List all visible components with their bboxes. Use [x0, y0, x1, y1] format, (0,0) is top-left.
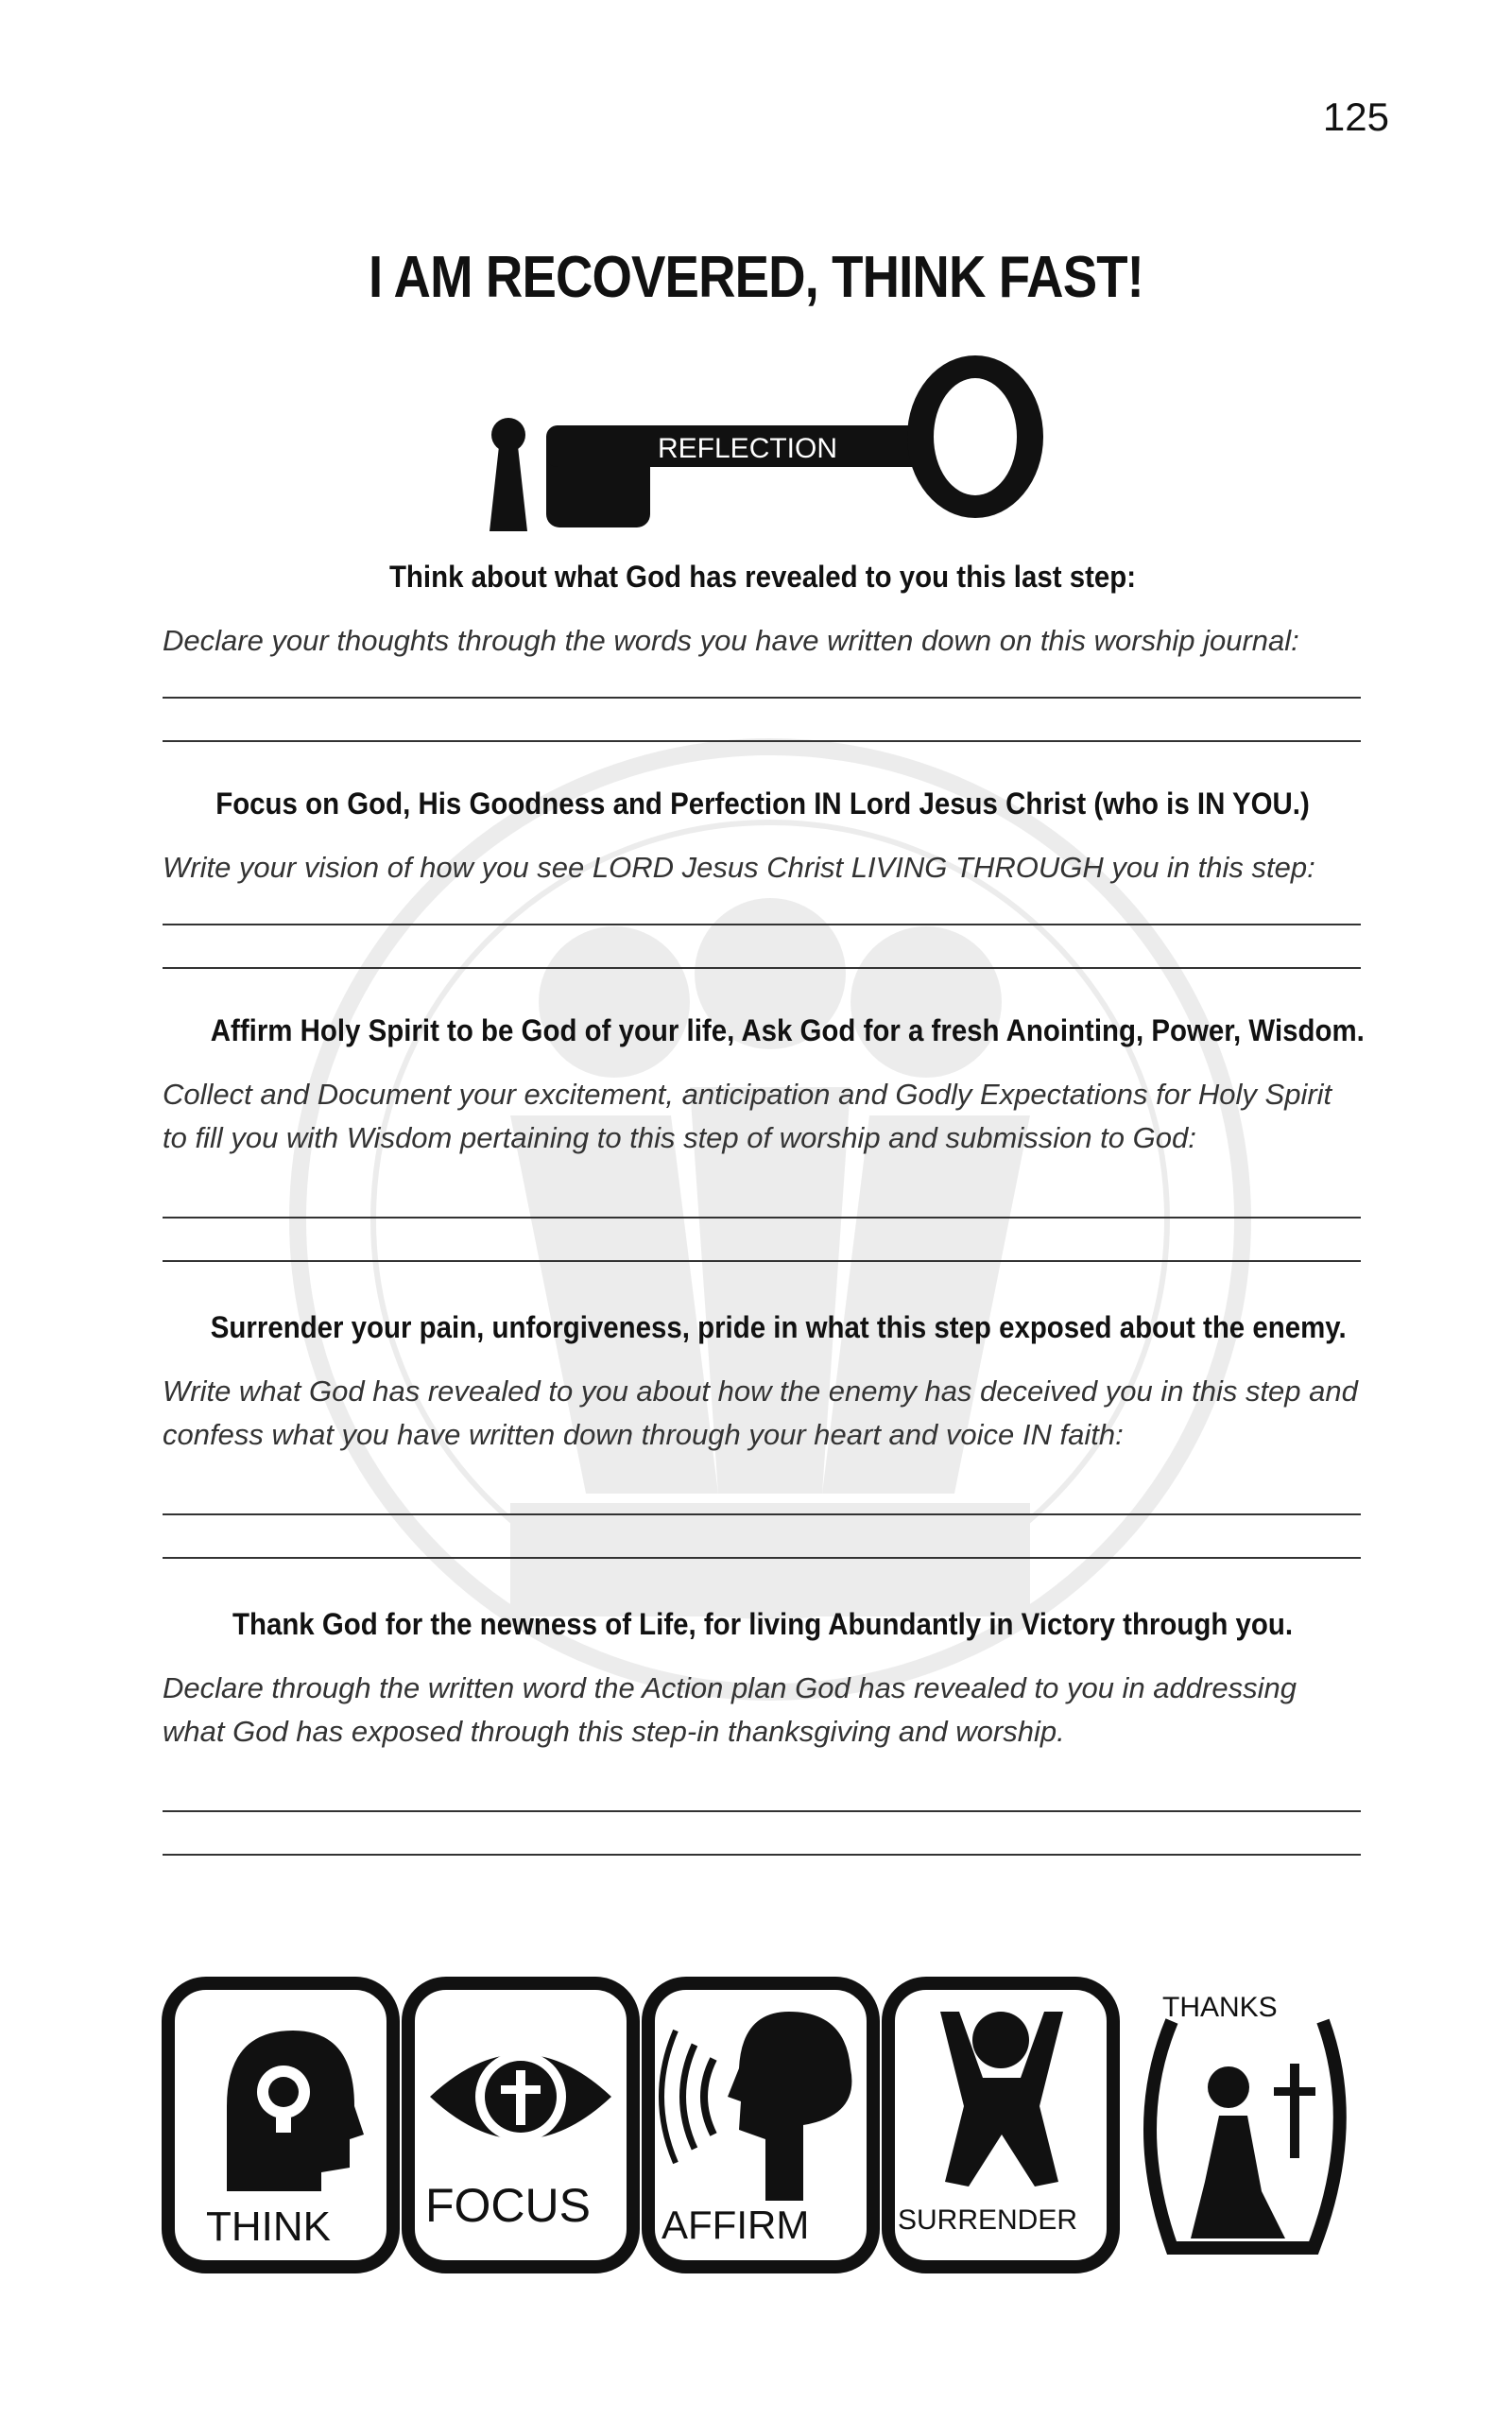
key-label: REFLECTION	[658, 433, 838, 464]
surrender-section	[163, 1310, 1363, 1559]
icon-label: FOCUS	[425, 2179, 591, 2232]
writing-line[interactable]	[163, 1513, 1361, 1515]
section-prompt: Collect and Document your excitement, anticipation and Godly Expectations for Holy Spirit to fill you with Wisdom pertaining to this step of worship and submission to God:	[163, 1078, 1332, 1154]
icon-label: THINK	[206, 2204, 331, 2250]
section-heading: Focus on God, His Goodness and Perfection IN Lord Jesus Christ (who is IN YOU.)	[215, 786, 1310, 821]
think-icon	[168, 1983, 393, 2267]
writing-line[interactable]	[163, 1557, 1361, 1559]
section-heading: Thank God for the newness of Life, for living Abundantly in Victory through you.	[232, 1607, 1294, 1641]
section-prompt: Declare your thoughts through the words you have written down on this worship journal:	[163, 624, 1299, 657]
section-heading: Surrender your pain, unforgiveness, pride in what this step exposed about the enemy.	[210, 1310, 1347, 1344]
focus-section	[163, 786, 1363, 969]
writing-line[interactable]	[163, 740, 1361, 742]
step-icons-strip	[161, 1964, 1370, 2286]
section-heading: Affirm Holy Spirit to be God of your life, Ask God for a fresh Anointing, Power, Wisdom.	[210, 1013, 1365, 1047]
focus-icon	[408, 1983, 633, 2267]
icon-label: AFFIRM	[662, 2203, 810, 2247]
surrender-icon	[888, 1983, 1113, 2267]
reflection-key-icon	[472, 352, 1058, 541]
writing-line[interactable]	[163, 1217, 1361, 1219]
section-prompt: Write your vision of how you see LORD Jesus Christ LIVING THROUGH you in this step:	[163, 851, 1315, 884]
think-section	[163, 560, 1363, 742]
section-heading: Think about what God has revealed to you this last step:	[388, 560, 1137, 594]
icon-label: THANKS	[1162, 1992, 1278, 2023]
writing-line[interactable]	[163, 1854, 1361, 1856]
section-prompt: Write what God has revealed to you about how the enemy has deceived you in this step and confess what you have written down through your heart and voice IN faith:	[163, 1374, 1358, 1451]
icon-label: SURRENDER	[898, 2204, 1078, 2236]
page-title: I AM RECOVERED, THINK FAST!	[369, 245, 1143, 310]
thanks-icon	[1150, 1992, 1340, 2248]
writing-line[interactable]	[163, 967, 1361, 969]
writing-line[interactable]	[163, 924, 1361, 925]
writing-line[interactable]	[163, 1810, 1361, 1812]
writing-line[interactable]	[163, 1260, 1361, 1262]
affirm-section	[163, 1013, 1363, 1262]
thanks-section	[163, 1607, 1363, 1856]
writing-line[interactable]	[163, 697, 1361, 699]
page-number: 125	[1322, 95, 1389, 139]
section-prompt: Declare through the written word the Action plan God has revealed to you in addressing what God has exposed through this step-in thanksgiving and worship.	[163, 1671, 1297, 1748]
affirm-icon	[648, 1983, 873, 2267]
